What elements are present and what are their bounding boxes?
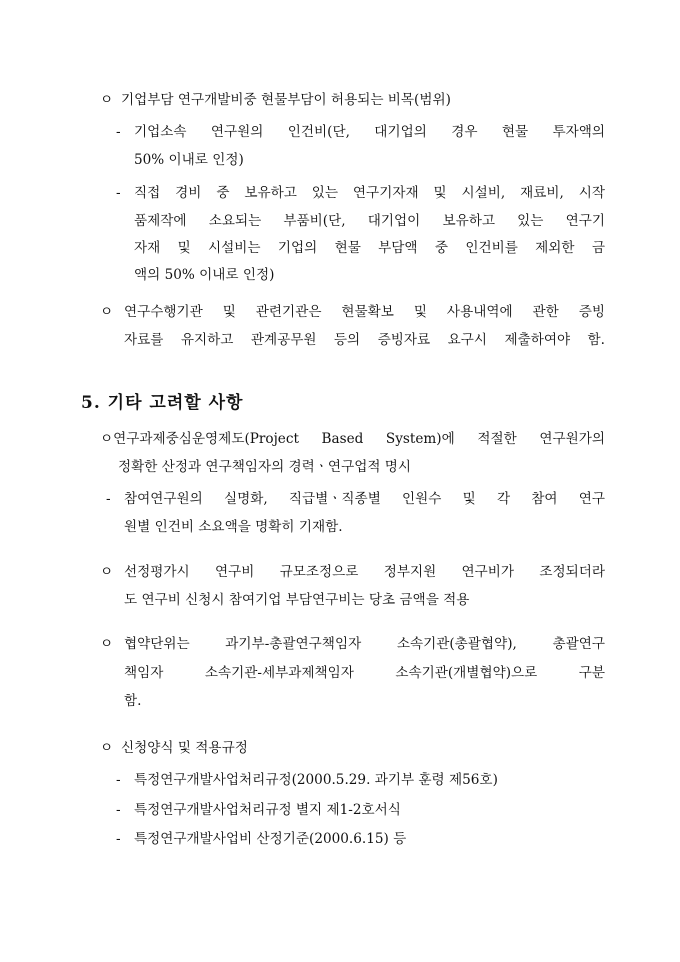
item-line: 도 연구비 신청시 참여기업 부담연구비는 당초 금액을 적용 — [124, 592, 470, 608]
sub-item-line: 자재 및 시설비는 기업의 현물 부담액 중 인건비를 제외한 금 — [134, 240, 605, 256]
bullet-marker: ㅇ — [100, 304, 114, 320]
item-text: 신청양식 및 적용규정 — [121, 740, 248, 756]
bullet-marker: ㅇ — [100, 636, 114, 652]
item-line: 함. — [124, 693, 142, 709]
sub-item-line: 특정연구개발사업처리규정(2000.5.29. 과기부 훈령 제56호) — [134, 772, 498, 788]
dash-marker: - — [116, 772, 121, 788]
bullet-marker: ㅇ — [100, 740, 114, 756]
sub-item-line: 참여연구원의 실명화, 직급별ㆍ직종별 인원수 및 각 참여 연구 — [124, 491, 605, 507]
item-line: 정확한 산정과 연구책임자의 경력ㆍ연구업적 명시 — [118, 459, 412, 475]
item-line: 책임자 소속기관-세부과제책임자 소속기관(개별협약)으로 구분 — [124, 665, 605, 681]
item-line: ㅇ연구과제중심운영제도(Project Based System)에 적절한 연구원가의 — [100, 431, 605, 447]
item-line: 자료를 유지하고 관계공무원 등의 증빙자료 요구시 제출하여야 함. — [124, 332, 605, 348]
sub-item-line: 50% 이내로 인정) — [134, 152, 244, 168]
sub-item-line: 기업소속 연구원의 인건비(단, 대기업의 경우 현물 투자액의 — [134, 124, 605, 140]
item-line: 연구수행기관 및 관련기관은 현물확보 및 사용내역에 관한 증빙 — [124, 304, 605, 320]
bullet-marker: ㅇ — [100, 564, 114, 580]
dash-marker: - — [116, 831, 121, 847]
sub-item-line: 특정연구개발사업비 산정기준(2000.6.15) 등 — [134, 831, 407, 847]
dash-marker: - — [106, 491, 111, 507]
dash-marker: - — [116, 124, 121, 140]
sub-item-line: 액의 50% 이내로 인정) — [134, 267, 275, 283]
sub-item-line: 품제작에 소요되는 부품비(단, 대기업이 보유하고 있는 연구기 — [134, 213, 605, 229]
item-text: 기업부담 연구개발비중 현물부담이 허용되는 비목(범위) — [121, 92, 451, 108]
section-heading: 5. 기타 고려할 사항 — [81, 393, 244, 413]
bullet-marker: ㅇ — [100, 92, 114, 108]
item-line: 선정평가시 연구비 규모조정으로 정부지원 연구비가 조정되더라 — [124, 564, 605, 580]
dash-marker: - — [116, 802, 121, 818]
sub-item-line: 직접 경비 중 보유하고 있는 연구기자재 및 시설비, 재료비, 시작 — [134, 185, 605, 201]
dash-marker: - — [116, 185, 121, 201]
item-line: 협약단위는 과기부-총괄연구책임자 소속기관(총괄협약), 총괄연구 — [124, 636, 605, 652]
sub-item-line: 특정연구개발사업처리규정 별지 제1-2호서식 — [134, 802, 401, 818]
sub-item-line: 원별 인건비 소요액을 명확히 기재함. — [124, 519, 343, 535]
